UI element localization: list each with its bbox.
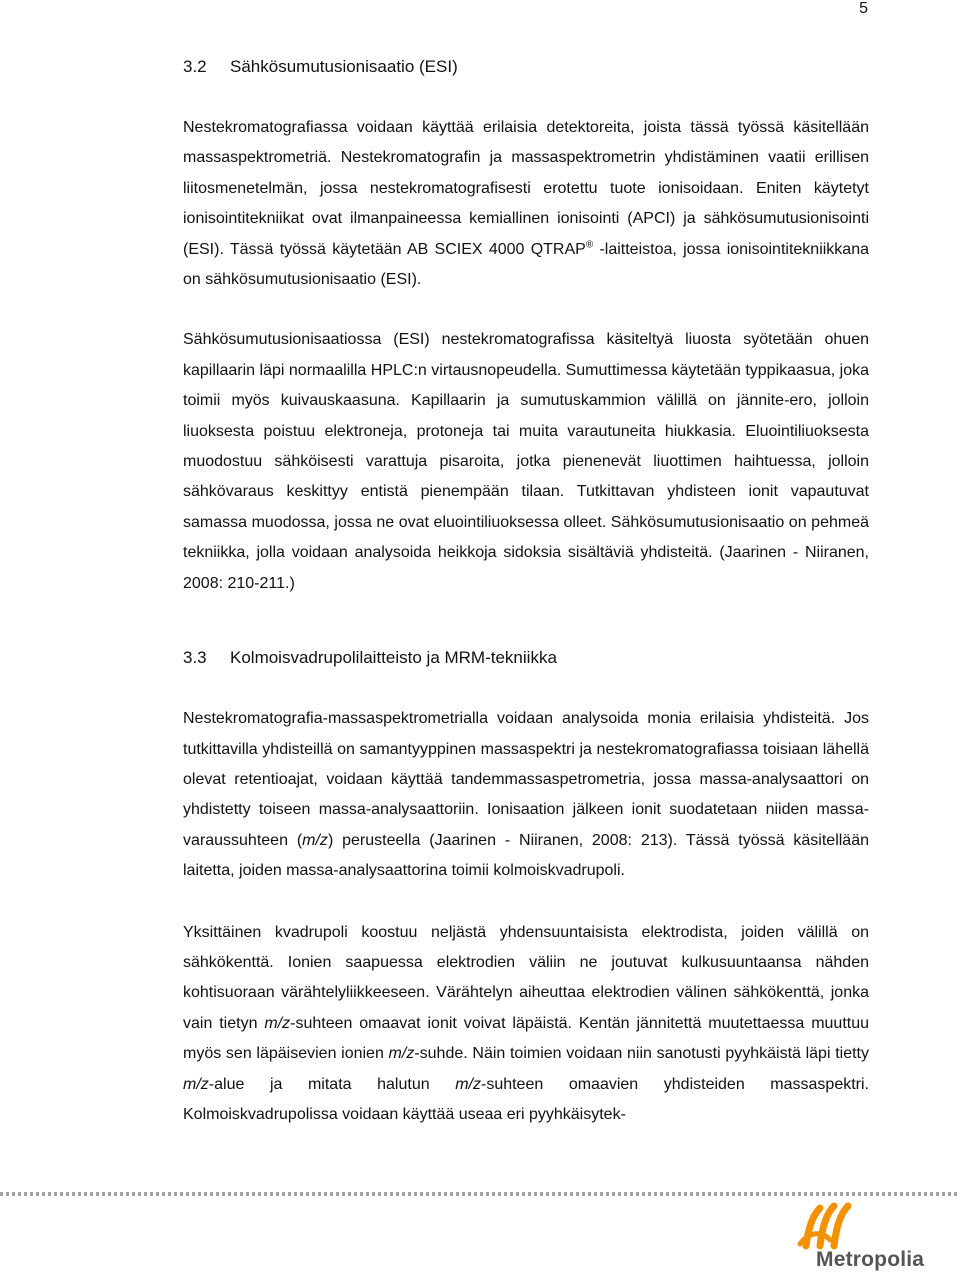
paragraph: Yksittäinen kvadrupoli koostuu neljästä yhdensuuntaisista elektrodista, joiden välillä on sähkökenttä. Ionien saapuessa elektrodien väliin ne joutuvat kulkusuuntaansa nähden kohtisuoraan värähtelyliikkeeseen. Värähtelyn aiheuttaa elektrodien välinen sähkökenttä, jonka vain tietyn m/z-suhteen omaavat ionit voivat läpäistä. Kentän jännitettä muutettaessa muuttuu myös sen läpäisevien ionien m/z-suhde. Näin toimien voidaan niin sanotusti pyyhkäistä läpi tietty m/z-alue ja mitata halutun m/z-suhteen omaavien yhdisteiden massaspektri. Kolmoiskvadrupolissa voidaan käyttää useaa eri pyyhkäisytek-	[183, 923, 870, 1123]
section-number: 3.3	[183, 648, 207, 668]
section-heading-esi	[183, 52, 869, 82]
section-number: 3.2	[183, 57, 207, 76]
section-title: Kolmoisvadrupolilaitteisto ja MRM-tekniikka	[230, 648, 557, 668]
section-title: Sähkösumutusionisaatio (ESI)	[230, 57, 458, 76]
page-number: 5	[859, 0, 868, 17]
logo-wordmark: Metropolia	[816, 1248, 925, 1271]
paragraph: Sähkösumutusionisaatiossa (ESI) nestekromatografissa käsiteltyä liuosta syötetään ohuen kapillaarin läpi normaalilla HPLC:n virtausnopeudella. Sumuttimessa käytetään typpikaasua, joka toimii myös kuivauskaasuna. Kapillaarin ja sumutuskammion välillä on jännite-ero, jolloin liuoksesta poistuu elektroneja, protoneja tai muita varautuneita hiukkasia. Eluointiliuoksesta muodostuu sähköisesti varattuja pisaroita, jotka pienenevät liuottimen haihtuessa, jolloin sähkövaraus keskittyy entistä pienempään tilaan. Tutkittavan yhdisteen ionit vapautuvat samassa muodossa, jossa ne ovat eluointiliuoksessa olleet. Sähkösumutusionisaatio on pehmeä tekniikka, jolla voidaan analysoida heikkoja sidoksia sisältäviä yhdisteitä. (Jaarinen - Niiranen, 2008: 210-211.)	[183, 331, 869, 592]
registered-mark: ®	[585, 239, 594, 251]
paragraph: Nestekromatografia-massaspektrometrialla voidaan analysoida monia erilaisia yhdisteitä. Jos tutkittavilla yhdisteillä on samantyyppinen massaspektri ja nestekromatografiassa toisiaan lähellä olevat retentioajat, voidaan käyttää tandemmassaspetrometria, jossa massa-analysaattori on yhdistetty toiseen massa-analysaattoriin. Ionisaation jälkeen ionit suodatetaan niiden massa-varaussuhteen (m/z) perusteella (Jaarinen - Niiranen, 2008: 213). Tässä työssä käsitellään laitetta, joiden massa-analysaattorina toimii kolmoiskvadrupoli.	[183, 710, 869, 880]
paragraph: Nestekromatografiassa voidaan käyttää erilaisia detektoreita, joista tässä työssä käsitellään massaspektrometriä. Nestekromatografin ja massaspektrometrin yhdistäminen vaatii erillisen liitosmenetelmän, jossa nestekromatografisesti erotettu tuote ionisoidaan. Eniten käytetyt ionisointitekniikat ovat ilmanpaineessa kemiallinen ionisointi (APCI) ja sähkösumutusionisointi (ESI). Tässä työssä käytetään AB SCIEX 4000 QTRAP® -laitteistoa, jossa ionisointitekniikkana on sähkösumutusionisaatio (ESI).	[183, 119, 869, 289]
section-heading-mrm	[183, 643, 869, 673]
metropolia-logo-mark-icon	[790, 1200, 930, 1250]
metropolia-logo	[790, 1200, 930, 1276]
footer-divider	[0, 1192, 960, 1196]
document-body	[183, 52, 869, 1130]
